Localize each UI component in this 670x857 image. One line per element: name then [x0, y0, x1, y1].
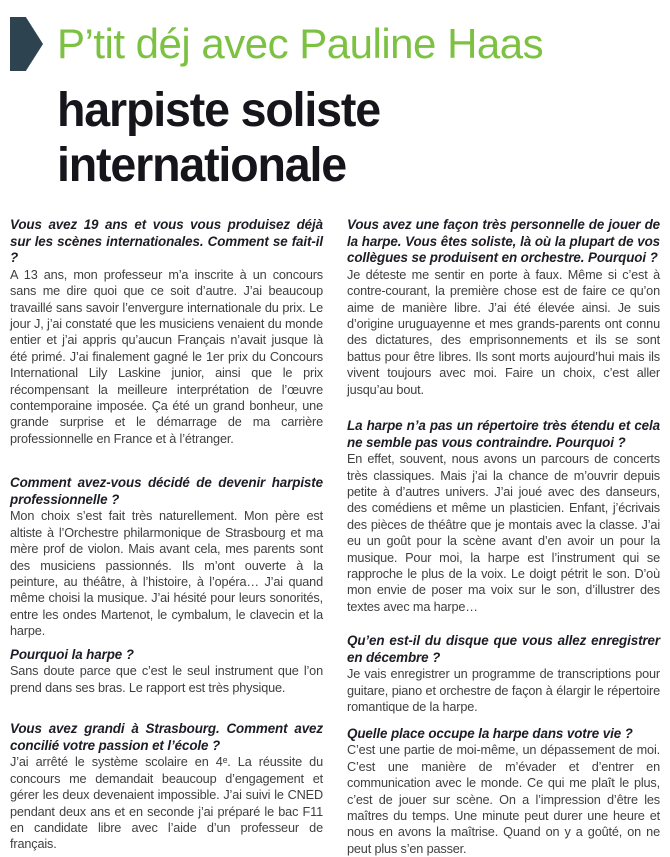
left-column	[10, 217, 323, 857]
qa-section	[10, 475, 323, 639]
right-column	[347, 217, 660, 857]
right-arrow-marker-icon	[10, 17, 43, 71]
interview-question: Vous avez 19 ans et vous vous produisez déjà sur les scènes internationales. Comment se fait-il ?	[10, 217, 323, 266]
kicker-row	[10, 17, 670, 71]
interview-answer: Mon choix s’est fait très naturellement. Mon père est altiste à l’Orchestre philarmonique de Strasbourg et ma mère prof de violon. Mais avant cela, mes parents sont des musiciens passionnés. Ils m’ont ouverte à la peinture, au théâtre, à l’histoire, à l’opéra… J’ai quand même choisi la musique. J’ai hésité pour leurs sonorités, entre les ondes Martenot, le cymbalum, le clavecin et la harpe.	[10, 509, 323, 639]
page-title-line-2: internationale	[57, 139, 346, 192]
interview-question: Pourquoi la harpe ?	[10, 646, 134, 662]
interview-answer: A 13 ans, mon professeur m’a inscrite à un concours sans me dire quoi que ce soit d’autre. J’ai beaucoup travaillé sans savoir l’envergure internationale du prix. Le jour J, j’ai constaté que les musiciens venaient du monde entier et j’ai appris qu’aucun Français n’avait jusque là été primé. J’ai finalement gagné le 1er prix du Concours International Lily Laskine junior, ainsi que le prix récompensant la meilleure interprétation de l’œuvre contemporaine imposée. Ça été un grand bonheur, une grande surprise et le démarrage de ma carrière professionnelle en France et à l’étranger.	[10, 267, 323, 446]
interview-answer: Je déteste me sentir en porte à faux. Même si c’est à contre-courant, la première chose est de faire ce qu’on aime de manière libre. J’ai été élevée ainsi. Je suis d’origine uruguayenne et mes grands-parents ont connu des dictatures, des emprisonnements et ils se sont battus pour être libres. Ils sont morts aujourd’hui mais ils vivent toujours avec moi. Faire un choix, c’est aller jusqu’au bout.	[347, 267, 660, 397]
interview-question: Vous avez une façon très personnelle de jouer de la harpe. Vous êtes soliste, là où la plupart de vos collègues se produisent en orchestre. Pourquoi ?	[347, 217, 660, 266]
interview-answer: Je vais enregistrer un programme de transcriptions pour guitare, piano et orchestre de façon à élargir le répertoire romantique de la harpe.	[347, 667, 660, 715]
interview-question: La harpe n’a pas un répertoire très étendu et cela ne semble pas vous contraindre. Pourquoi ?	[347, 418, 660, 450]
qa-section	[347, 217, 660, 398]
article-header	[0, 0, 670, 193]
interview-answer: J’ai arrêté le système scolaire en 4ᵉ. La réussite du concours me demandait beaucoup d’engagement et gérer les deux devenaient impossible. J’ai suivi le CNED pendant deux ans et en seconde j’ai préparé le bac F11 en candidate libre avec l’aide d’un professeur de français.	[10, 755, 323, 852]
qa-section	[347, 633, 660, 715]
page-title-line-1: harpiste soliste	[57, 84, 380, 137]
qa-section	[347, 726, 660, 857]
interview-question: Comment avez-vous décidé de devenir harpiste professionnelle ?	[10, 475, 323, 507]
interview-question: Qu’en est-il du disque que vous allez enregistrer en décembre ?	[347, 633, 660, 665]
interview-answer: En effet, souvent, nous avons un parcours de concerts très classiques. Mais j’ai la chance de m’ouvrir depuis petite à d’autres univers. J’ai joué avec des danseurs, des comédiens et même un plasticien. Enfant, j’écrivais des pièces de théâtre que je montais avec la classe. J’ai eu un goût pour la scène avant d’en avoir un pour la musique. Pour moi, la harpe est l’instrument qui se rapproche le plus de la voix. Le doigt pétrit le son. D’où mon envie de poser ma voix sur le son, d’illustrer des textes avec ma harpe…	[347, 452, 660, 614]
qa-section	[10, 647, 323, 696]
qa-section	[10, 217, 323, 447]
interview-question: Quelle place occupe la harpe dans votre vie ?	[347, 725, 633, 741]
page-title	[57, 83, 652, 193]
article-kicker: P’tit déj avec Pauline Haas	[57, 20, 544, 67]
interview-answer: C’est une partie de moi-même, un dépassement de moi. C’est une manière de m’évader et d’entrer en communication avec le monde. Ce qui me plaît le plus, c’est de jouer sur scène. On a l’impression d’être les maîtres du temps. Une minute peut durer une heure et nous en avons la maîtrise. Quand on y a goûté, on ne peut plus s’en passer.	[347, 743, 660, 856]
qa-section	[347, 418, 660, 615]
qa-section	[10, 721, 323, 853]
interview-answer: Sans doute parce que c’est le seul instrument que l’on prend dans ses bras. Le rapport est très physique.	[10, 664, 323, 695]
article-body	[0, 217, 670, 857]
interview-question: Vous avez grandi à Strasbourg. Comment avez concilié votre passion et l’école ?	[10, 721, 323, 753]
